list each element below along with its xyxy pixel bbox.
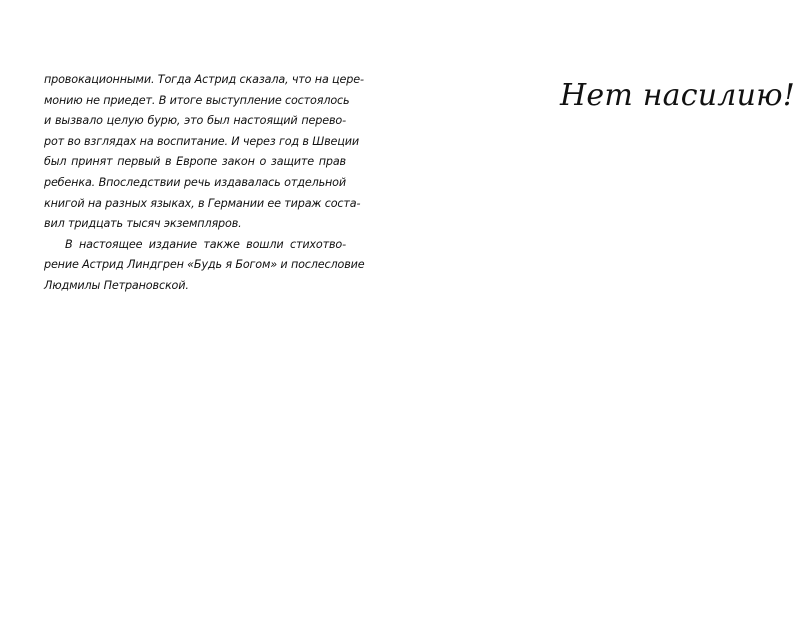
text-line: вил тридцать тысяч экземпляров.	[44, 217, 242, 231]
text-line: рот во взглядах на воспитание. И через год в Швеции	[44, 134, 359, 148]
text-line: ребенка. Впоследствии речь издавалась отдельной	[44, 175, 346, 189]
text-line: монию не приедет. В итоге выступление состоялось	[44, 93, 350, 107]
text-line: книгой на разных языках, в Германии ее тираж соста-	[44, 196, 361, 210]
chapter-title: Нет насилию!	[560, 78, 795, 113]
text-line: провокационными. Тогда Астрид сказала, что на цере-	[44, 73, 364, 86]
paragraph-2	[44, 235, 365, 297]
text-line: Людмилы Петрановской.	[44, 278, 189, 292]
paragraph-1	[44, 70, 364, 235]
left-page-text	[44, 70, 365, 297]
text-line: рение Астрид Линдгрен «Будь я Богом» и послесловие	[44, 258, 365, 272]
text-line: В настоящее издание также вошли стихотво-	[65, 237, 346, 251]
text-line: был принят первый в Европе закон о защите прав	[44, 155, 346, 169]
right-page	[560, 74, 795, 118]
text-line: и вызвало целую бурю, это был настоящий перево-	[44, 114, 346, 128]
